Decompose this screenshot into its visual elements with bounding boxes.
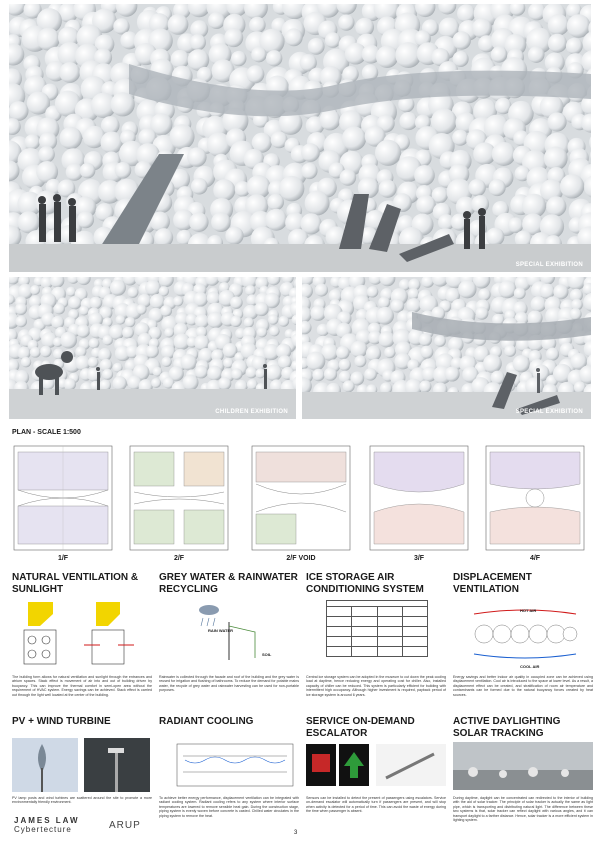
page-number: 3 bbox=[294, 830, 298, 836]
bubble bbox=[376, 307, 394, 325]
bubble bbox=[224, 28, 243, 47]
bubble bbox=[458, 280, 476, 298]
bubble bbox=[181, 354, 197, 370]
bubble bbox=[59, 127, 82, 150]
plan-label-1f: 1/F bbox=[57, 555, 69, 562]
bubble bbox=[513, 355, 530, 372]
logo-cybertecture: Cybertecture bbox=[14, 825, 72, 834]
bubble bbox=[15, 303, 27, 315]
bubble bbox=[89, 297, 102, 310]
bubble bbox=[419, 380, 431, 392]
bubble bbox=[25, 134, 40, 149]
bubble bbox=[531, 296, 547, 312]
bubble bbox=[320, 110, 341, 131]
bubble bbox=[342, 126, 366, 150]
bubble bbox=[38, 146, 55, 163]
bubble bbox=[364, 368, 377, 381]
james-law-logo bbox=[14, 816, 104, 838]
bubble bbox=[64, 378, 76, 390]
bubble bbox=[278, 355, 292, 369]
bubble bbox=[125, 317, 135, 327]
bubble bbox=[75, 346, 86, 357]
bubble bbox=[354, 355, 366, 367]
bubble bbox=[457, 4, 475, 22]
bubble bbox=[414, 165, 435, 186]
bubble bbox=[189, 213, 209, 233]
displacement-text: Energy savings and better indoor air quality in occupied zone can be achieved using displacement ventilation. Cool air is introduced to the space at lower level. As a result, a displacement effect can be created, and stratification of room air temperature and contaminants can be formed due to the natural buoyancy forces created by heat sources. bbox=[453, 675, 593, 697]
bubble bbox=[301, 163, 317, 179]
grey-water-title: GREY WATER & RAINWATER RECYCLING bbox=[159, 572, 298, 595]
bubble bbox=[492, 142, 516, 166]
bubble bbox=[472, 18, 492, 38]
bubble bbox=[312, 369, 324, 381]
bubble bbox=[560, 174, 584, 198]
bubble bbox=[486, 228, 504, 246]
grey-water-label-soil: SOIL bbox=[262, 652, 272, 657]
bubble bbox=[468, 179, 485, 196]
bubble bbox=[504, 345, 516, 357]
bubble bbox=[514, 287, 526, 299]
bubble bbox=[315, 284, 328, 297]
bubble bbox=[40, 346, 51, 357]
bubble bbox=[498, 280, 516, 298]
bubble bbox=[257, 327, 267, 337]
radiant-text: To achieve better energy performance, displacement ventilation can be integrated with radiant cooling system. Radiant cooling refers to any system where interior surface temperatures are lowered to remove sensible heat gain. During the construction stage, piping system is evenly woven before concrete is casted. Chilled water circulates in the piping system to remove the heat. bbox=[159, 796, 299, 818]
displacement-title: DISPLACEMENT VENTILATION bbox=[453, 572, 532, 595]
bubble bbox=[173, 296, 183, 306]
bubble bbox=[301, 143, 320, 162]
bubble bbox=[207, 366, 222, 381]
daylighting-text: During daytime, daylight can be concentrated can redirected to the interior of building with the aid of solar tracker. The principle of solar tracker is actually the same as light pipe, which is transporting and distributing natural light. The difference between these two systems is that, solar tracker can reflect daylight with various angles, and it can transport daylight to a farther distance. Hence, solar tracker is a more efficient system in lighting system. bbox=[453, 796, 593, 823]
plan-label-2f: 2/F bbox=[173, 555, 185, 562]
bubble bbox=[195, 314, 209, 328]
bubble bbox=[384, 347, 395, 358]
grey-water-text: Rainwater is collected through the facade and roof of the building and the grey water is reused for irrigation and flushing of bathrooms. To reduce the demand for potable mains water, the recycle of grey water and rainwater harvesting can be used for non-portable purposes. bbox=[159, 675, 299, 693]
bubble bbox=[191, 178, 208, 195]
natural-ventilation-diagram bbox=[18, 600, 138, 668]
render-special-exhibition-main bbox=[9, 4, 591, 272]
pv-wind-photos bbox=[12, 738, 150, 792]
pv-wind-text: PV lamp posts and wind turbines are scattered around the site to promote a more environmentally friendly environment. bbox=[12, 796, 152, 805]
bubble bbox=[548, 14, 570, 36]
bubble bbox=[244, 317, 254, 327]
bubble bbox=[183, 374, 199, 390]
bubble bbox=[266, 364, 283, 381]
bubble bbox=[255, 368, 265, 378]
bubble bbox=[116, 315, 126, 325]
bubble bbox=[355, 18, 374, 37]
bubble bbox=[391, 299, 405, 313]
bubble bbox=[265, 209, 287, 231]
bubble bbox=[375, 140, 401, 166]
floor-plan-3f bbox=[368, 444, 470, 552]
bubble bbox=[278, 316, 289, 327]
bubble bbox=[231, 51, 246, 66]
bubble bbox=[483, 354, 502, 373]
bubble bbox=[208, 12, 225, 29]
bubble bbox=[30, 285, 40, 295]
bubble bbox=[544, 147, 568, 171]
bubble bbox=[547, 112, 566, 131]
bubble bbox=[187, 147, 206, 166]
bubble bbox=[546, 196, 566, 216]
bubble bbox=[146, 345, 159, 358]
bubble bbox=[340, 169, 357, 186]
bubble bbox=[225, 227, 243, 245]
plan-label-3f: 3/F bbox=[413, 555, 425, 562]
bubble bbox=[343, 380, 355, 392]
bubble bbox=[325, 32, 341, 48]
bubble bbox=[379, 180, 397, 198]
bubble bbox=[194, 335, 209, 350]
children-hall-illustration bbox=[9, 277, 296, 419]
bubble bbox=[251, 47, 266, 62]
bubble bbox=[255, 302, 269, 316]
bubble bbox=[528, 46, 545, 63]
bubble bbox=[570, 308, 582, 320]
bubble bbox=[169, 124, 194, 149]
bubble bbox=[66, 287, 76, 297]
bubble bbox=[60, 332, 77, 349]
bubble bbox=[231, 368, 242, 379]
bubble bbox=[171, 50, 190, 69]
bubble bbox=[336, 346, 349, 359]
render-label-top: SPECIAL EXHIBITION bbox=[515, 262, 583, 268]
radiant-cooling-diagram bbox=[175, 742, 295, 788]
bubble bbox=[452, 130, 468, 146]
bubble bbox=[59, 62, 80, 83]
displacement-diagram bbox=[470, 604, 580, 666]
bubble bbox=[378, 297, 390, 309]
daylighting-photo bbox=[453, 742, 593, 790]
bubble bbox=[89, 338, 100, 349]
bubble bbox=[366, 346, 381, 361]
natural-ventilation-title: NATURAL VENTILATION & SUNLIGHT bbox=[12, 572, 139, 595]
bubble bbox=[279, 176, 304, 201]
bubble bbox=[16, 316, 28, 328]
bubble bbox=[434, 335, 446, 347]
bubble bbox=[151, 378, 161, 388]
bubble bbox=[195, 365, 208, 378]
bubble bbox=[88, 357, 99, 368]
ice-storage-title: ICE STORAGE AIR CONDITIONING SYSTEM bbox=[306, 572, 424, 595]
bubble bbox=[339, 359, 351, 371]
plan-title: PLAN - SCALE 1:500 bbox=[12, 429, 81, 436]
bubble bbox=[122, 327, 134, 339]
plan-label-2f-void: 2/F VOID bbox=[286, 555, 316, 562]
bubble bbox=[350, 341, 367, 358]
bubble bbox=[419, 333, 432, 346]
bubble bbox=[79, 305, 89, 315]
bubble bbox=[68, 296, 81, 309]
render-label-right: SPECIAL EXHIBITION bbox=[515, 409, 583, 415]
bubble bbox=[267, 194, 284, 211]
bubble bbox=[145, 280, 161, 296]
bubble bbox=[399, 112, 417, 130]
bubble bbox=[218, 377, 231, 390]
bubble bbox=[54, 303, 65, 314]
bubble bbox=[310, 305, 325, 320]
bubble bbox=[246, 367, 258, 379]
bubble bbox=[566, 38, 583, 55]
bubble bbox=[136, 304, 146, 314]
bubble bbox=[268, 314, 278, 324]
bubble bbox=[269, 326, 279, 336]
arup-logo: ARUP bbox=[109, 820, 141, 831]
bubble-hall-illustration bbox=[9, 4, 591, 272]
bubble bbox=[230, 316, 242, 328]
bubble bbox=[190, 34, 206, 50]
render-special-exhibition-side bbox=[302, 277, 591, 419]
bubble bbox=[128, 287, 139, 298]
bubble bbox=[245, 285, 256, 296]
bubble bbox=[548, 34, 567, 53]
bubble bbox=[376, 46, 398, 68]
bubble bbox=[508, 217, 524, 233]
render-children-exhibition bbox=[9, 277, 296, 419]
bubble bbox=[160, 305, 172, 317]
plan-label-4f: 4/F bbox=[529, 555, 541, 562]
bubble bbox=[164, 328, 174, 338]
floor-plan-4f bbox=[484, 444, 586, 552]
escalator-photos bbox=[306, 744, 446, 790]
bubble bbox=[249, 17, 266, 34]
bubble bbox=[491, 46, 507, 62]
bubble bbox=[161, 357, 171, 367]
bubble bbox=[80, 163, 96, 179]
radiant-title: RADIANT COOLING bbox=[159, 716, 254, 727]
escalator-title: SERVICE ON-DEMAND ESCALATOR bbox=[306, 716, 415, 739]
bubble bbox=[113, 376, 127, 390]
bubble bbox=[324, 368, 337, 381]
ice-storage-table bbox=[326, 600, 428, 657]
bubble bbox=[478, 288, 490, 300]
bubble bbox=[30, 347, 41, 358]
bubble bbox=[266, 50, 282, 66]
bubble bbox=[378, 331, 394, 347]
bubble bbox=[308, 38, 325, 55]
bubble bbox=[102, 335, 112, 345]
bubble bbox=[546, 348, 559, 361]
bubble bbox=[246, 65, 264, 83]
bubble bbox=[111, 92, 135, 116]
bubble bbox=[213, 179, 235, 201]
logo-james-law: JAMES LAW bbox=[14, 816, 80, 825]
ice-storage-text: Central ice storage system can be adopted in the museum to cut down the peak cooling load at daytime, hence reducing energy and operating cost for chiller. Also, installed capacity of chiller can be reduced. This system is particularly efficient for building with intermittent high occupancy. Although higher investment is required, payback period of ice storage system is around 6 years. bbox=[306, 675, 446, 697]
bubble bbox=[168, 14, 189, 35]
bubble bbox=[115, 162, 132, 179]
bubble bbox=[445, 366, 460, 381]
bubble bbox=[406, 298, 421, 313]
bubble bbox=[338, 14, 354, 30]
special-hall-illustration bbox=[302, 277, 591, 419]
bubble bbox=[77, 324, 90, 337]
bubble bbox=[489, 179, 506, 196]
bubble bbox=[77, 211, 94, 228]
pv-wind-title: PV + WIND TURBINE bbox=[12, 716, 111, 727]
bubble bbox=[18, 211, 40, 233]
render-label-left: CHILDREN EXHIBITION bbox=[215, 409, 288, 415]
bubble bbox=[230, 296, 243, 309]
bubble bbox=[420, 346, 433, 359]
bubble bbox=[306, 352, 325, 371]
grey-water-label-rain: RAIN WATER bbox=[208, 628, 234, 633]
bubble bbox=[305, 191, 330, 216]
floor-plan-1f bbox=[12, 444, 114, 552]
floor-plan-2f bbox=[128, 444, 230, 552]
bubble bbox=[102, 369, 113, 380]
bubble bbox=[9, 101, 28, 121]
natural-ventilation-text: The building form allows for natural ventilation and sunlight through the entrances and atrium spaces. Stack effect is movement of air into and out of building driven by buoyancy. This can improve the thermal comfort in semi-open area without the requirement of HVAC system. Energy savings can be achieved. Stack effect is carried out through the light well located at the center of the building. bbox=[12, 675, 152, 697]
floor-plan-2f-void bbox=[250, 444, 352, 552]
bubble bbox=[285, 28, 303, 46]
bubble bbox=[211, 212, 231, 232]
bubble bbox=[408, 288, 419, 299]
escalator-text: Sensors can be installed to detect the present of passengers using escalators. Service on-demand escalator will automatically turn if passengers are present, and will stop when activity is detected for a period of time. This can avoid the waste of energy during the time when passenger is absent. bbox=[306, 796, 446, 814]
bubble bbox=[21, 357, 31, 367]
displacement-label-hot: HOT AIR bbox=[520, 608, 537, 613]
displacement-label-cool: COOL AIR bbox=[520, 664, 540, 669]
daylighting-title: ACTIVE DAYLIGHTING SOLAR TRACKING bbox=[453, 716, 561, 739]
bubble bbox=[110, 280, 126, 296]
bubble bbox=[475, 307, 488, 320]
bubble bbox=[452, 31, 470, 49]
bubble bbox=[367, 286, 378, 297]
